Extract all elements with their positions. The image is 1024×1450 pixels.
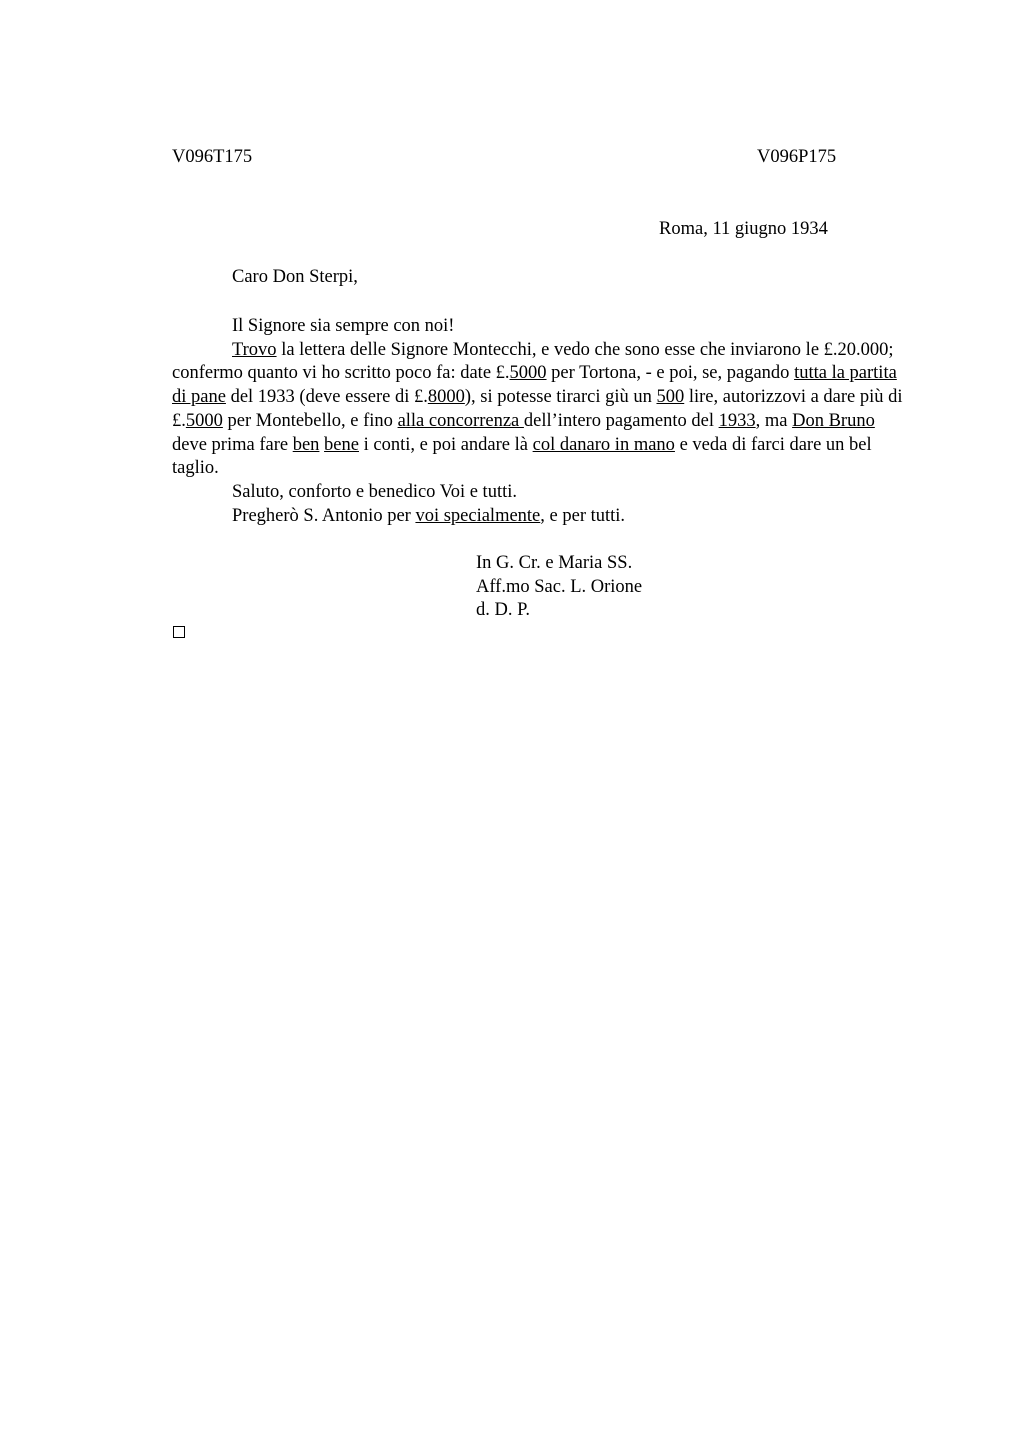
underlined-text: Trovo bbox=[232, 339, 277, 360]
underlined-text: 5000 bbox=[509, 363, 547, 384]
body-text: dell’intero pagamento del bbox=[523, 410, 719, 431]
underlined-text: Don Bruno bbox=[792, 410, 875, 431]
underlined-text: 5000 bbox=[185, 410, 223, 431]
paragraph-prayer bbox=[172, 505, 912, 529]
body-text: , ma bbox=[755, 410, 793, 431]
underlined-text: 500 bbox=[656, 387, 685, 408]
body-text: Pregherò S. Antonio per bbox=[232, 505, 416, 526]
signature-line: d. D. P. bbox=[476, 600, 530, 621]
signature-line: In G. Cr. e Maria SS. bbox=[476, 553, 633, 573]
body-text: deve prima fare bbox=[172, 434, 293, 455]
square-outline-icon bbox=[173, 626, 185, 638]
paragraph-main bbox=[172, 339, 912, 481]
underlined-text: ben bbox=[292, 434, 320, 455]
reference-code-right: V096P175 bbox=[757, 147, 837, 167]
underlined-text: bene bbox=[324, 434, 359, 455]
reference-code-left: V096T175 bbox=[172, 147, 253, 167]
underlined-text: voi specialmente bbox=[415, 505, 541, 526]
letter-salutation: Caro Don Sterpi, bbox=[232, 267, 358, 287]
underlined-text: 1933 bbox=[718, 410, 756, 431]
letter-body bbox=[172, 315, 912, 528]
body-text: per Montebello, e fino bbox=[222, 410, 398, 431]
paragraph-greeting: Il Signore sia sempre con noi! bbox=[232, 316, 455, 336]
signature-block bbox=[476, 552, 642, 623]
underlined-text: tutta la partita di pane bbox=[172, 363, 897, 408]
body-text: e veda di farci dare un bel taglio. bbox=[172, 434, 872, 479]
underlined-text: 8000 bbox=[427, 387, 465, 408]
body-text: i conti, e poi andare là bbox=[358, 434, 533, 455]
underlined-text: col danaro in mano bbox=[532, 434, 675, 455]
signature-line: Aff.mo Sac. L. Orione bbox=[476, 576, 643, 597]
body-text: per Tortona, - e poi, se, pagando bbox=[546, 363, 795, 384]
body-text: , e per tutti. bbox=[540, 505, 626, 526]
paragraph-blessing: Saluto, conforto e benedico Voi e tutti. bbox=[232, 481, 517, 502]
body-text: del 1933 (deve essere di £. bbox=[225, 387, 428, 408]
letter-date: Roma, 11 giugno 1934 bbox=[659, 219, 828, 239]
body-text: lire, autorizzovi a dare più di £. bbox=[172, 387, 903, 431]
body-text: ), si potesse tirarci giù un bbox=[464, 387, 657, 408]
underlined-text: alla concorrenza bbox=[397, 410, 524, 431]
body-text: la lettera delle Signore Montecchi, e vedo che sono esse che inviarono le £.20.000; confermo quanto vi ho scritto poco fa: date £. bbox=[172, 339, 894, 384]
